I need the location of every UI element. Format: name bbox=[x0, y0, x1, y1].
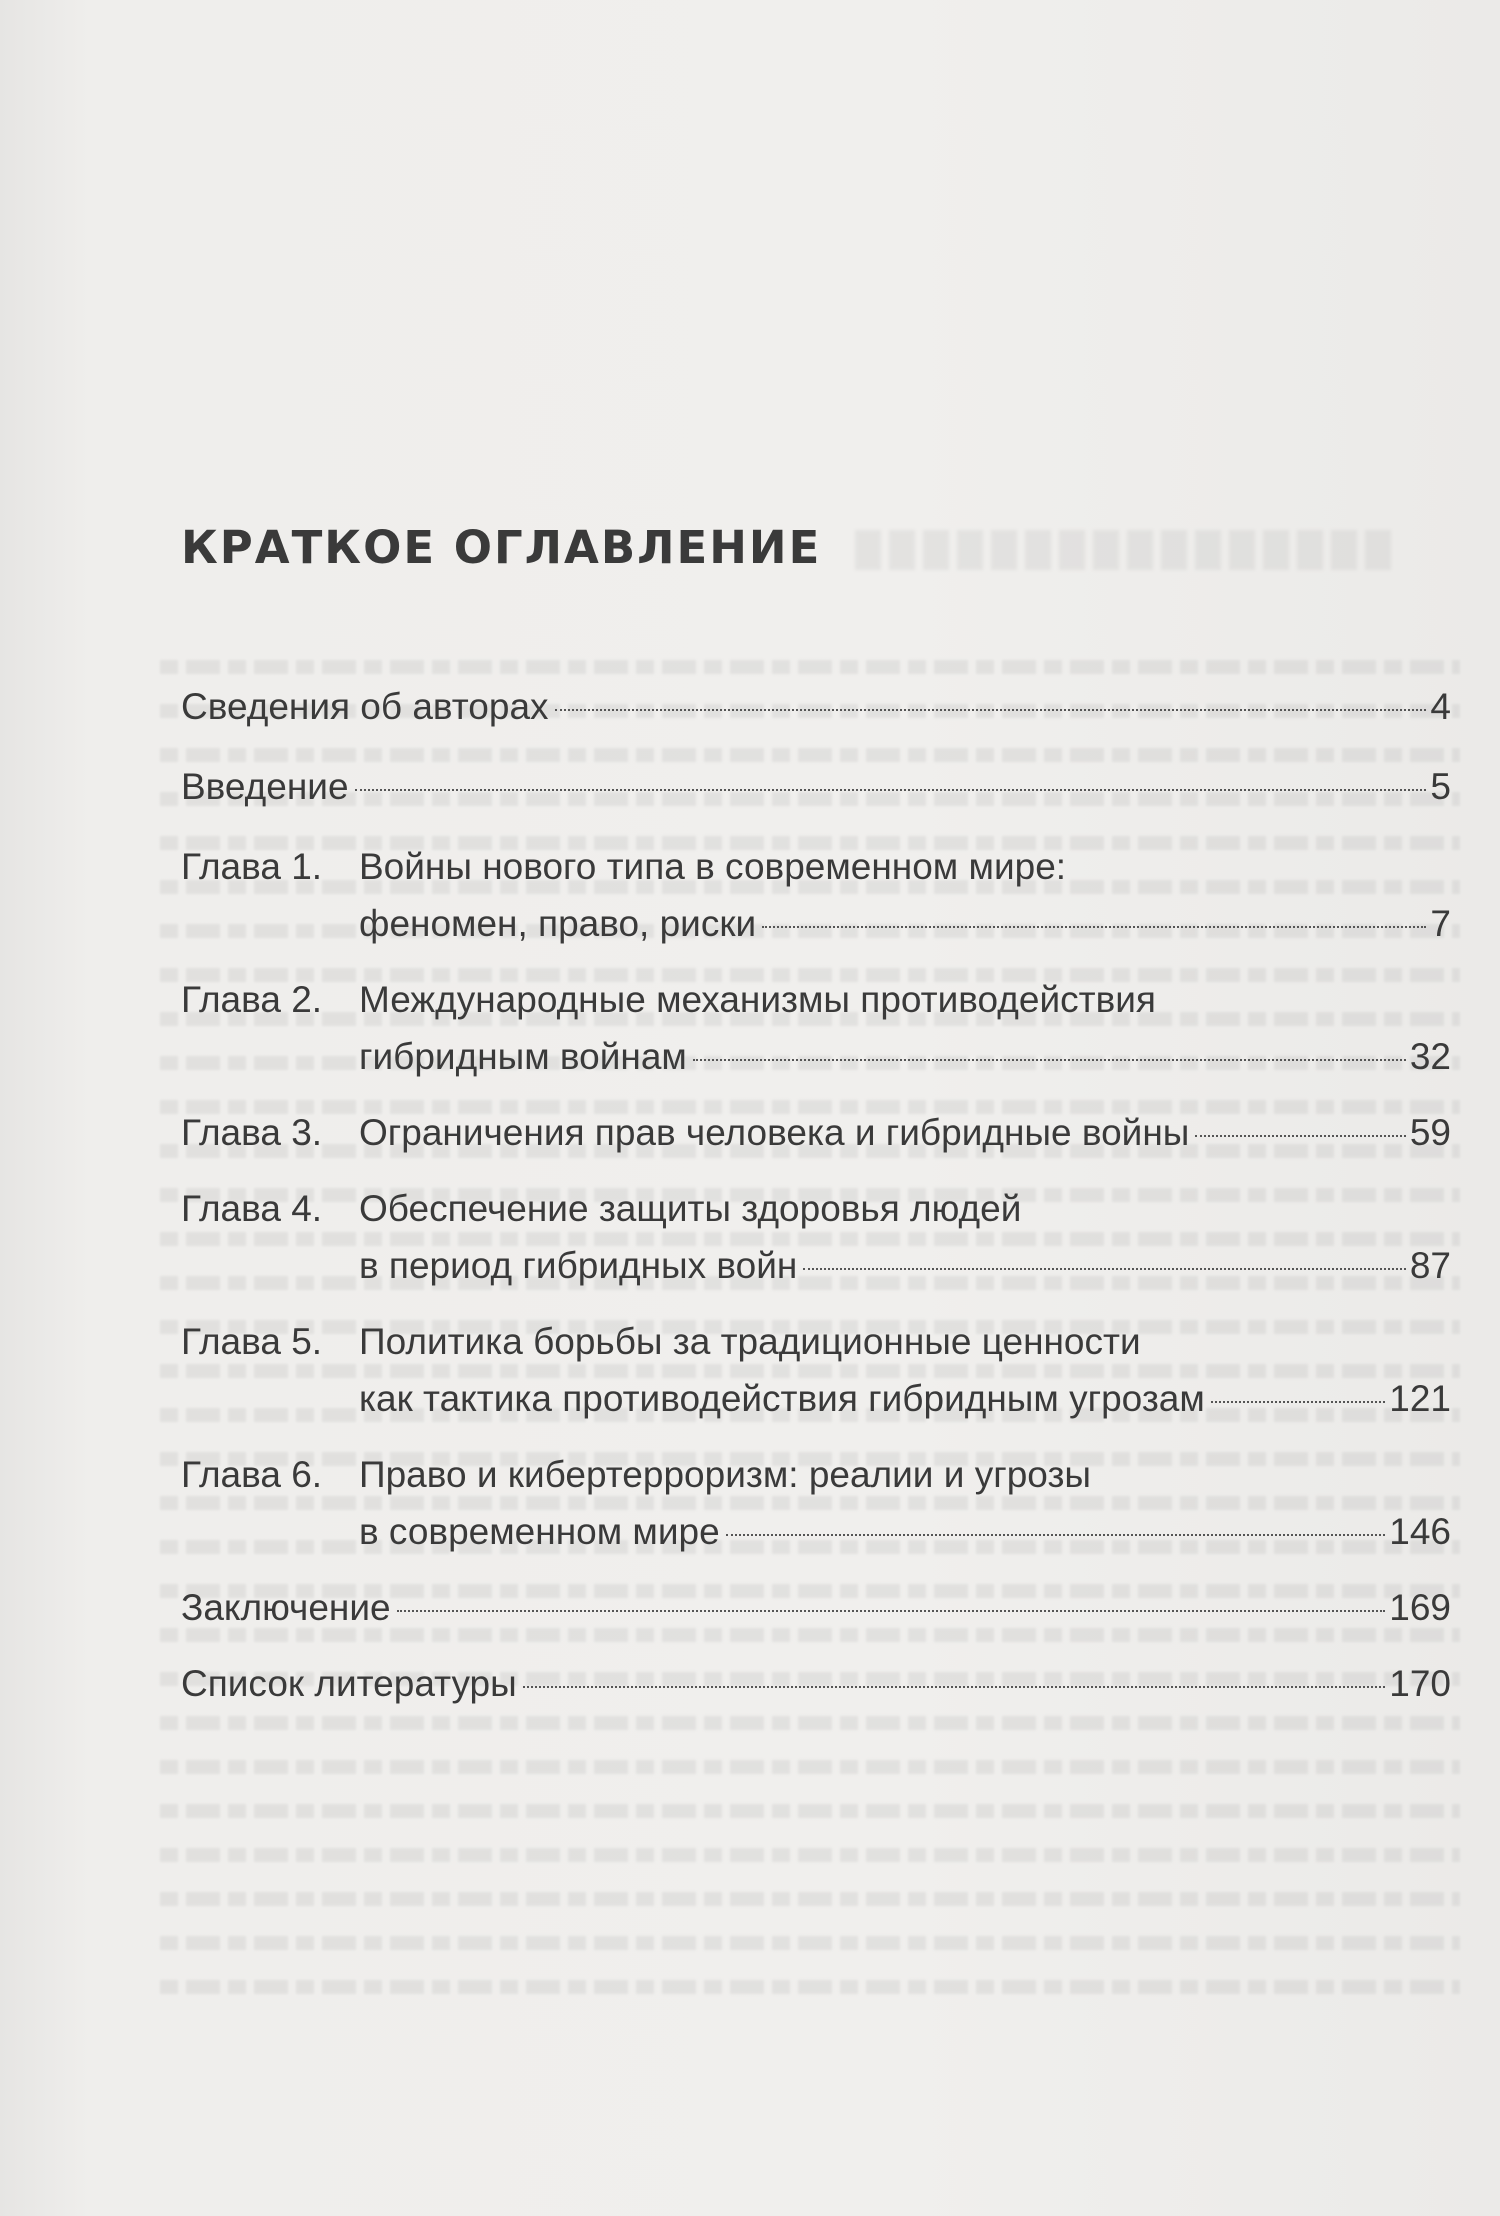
bleed-through-title bbox=[855, 530, 1395, 570]
toc-entry-chapter-6 bbox=[181, 1446, 1451, 1560]
toc-entry-chapter-4 bbox=[181, 1180, 1451, 1294]
toc-entry-title-continued: гибридным войнам bbox=[359, 1036, 687, 1077]
toc-page-number: 7 bbox=[1430, 903, 1451, 944]
dot-leader bbox=[803, 1268, 1405, 1270]
toc-entry-title: Заключение bbox=[181, 1587, 391, 1628]
dot-leader bbox=[1211, 1401, 1385, 1403]
dot-leader bbox=[397, 1610, 1386, 1612]
toc-page-number: 4 bbox=[1430, 686, 1451, 727]
toc-page-number: 169 bbox=[1389, 1587, 1451, 1628]
toc-entry-title-continued: в современном мире bbox=[359, 1511, 720, 1552]
toc-page-number: 87 bbox=[1409, 1245, 1451, 1286]
toc-page-number: 146 bbox=[1389, 1511, 1451, 1552]
toc-page-number: 170 bbox=[1389, 1663, 1451, 1704]
chapter-label: Глава 5. bbox=[181, 1321, 323, 1362]
chapter-label: Глава 6. bbox=[181, 1454, 323, 1495]
toc-entry-title: Сведения об авторах bbox=[181, 686, 549, 727]
toc-entry-conclusion bbox=[181, 1579, 1451, 1636]
toc-entry-title: Список литературы bbox=[181, 1663, 517, 1704]
toc-page-number: 121 bbox=[1389, 1378, 1451, 1419]
toc-entry-authors bbox=[181, 678, 1451, 735]
toc-page-number: 5 bbox=[1430, 766, 1451, 807]
chapter-label: Глава 2. bbox=[181, 979, 323, 1020]
toc-entry-title-continued: феномен, право, риски bbox=[359, 903, 757, 944]
toc-entry-introduction bbox=[181, 758, 1451, 815]
toc-entry-title: Международные механизмы противодействия bbox=[359, 979, 1156, 1020]
toc-entry-title-continued: как тактика противодействия гибридным угрозам bbox=[359, 1378, 1205, 1419]
dot-leader bbox=[762, 926, 1426, 928]
table-of-contents bbox=[181, 678, 1451, 1712]
toc-entry-chapter-3 bbox=[181, 1104, 1451, 1161]
toc-entry-title-continued: в период гибридных войн bbox=[359, 1245, 798, 1286]
toc-entry-chapter-2 bbox=[181, 971, 1451, 1085]
toc-entry-chapter-5 bbox=[181, 1313, 1451, 1427]
toc-entry-title: Право и кибертерроризм: реалии и угрозы bbox=[359, 1454, 1091, 1495]
dot-leader bbox=[726, 1534, 1386, 1536]
chapter-label: Глава 4. bbox=[181, 1188, 323, 1229]
toc-page-number: 32 bbox=[1409, 1036, 1451, 1077]
dot-leader bbox=[693, 1059, 1406, 1061]
dot-leader bbox=[523, 1686, 1386, 1688]
dot-leader bbox=[355, 789, 1427, 791]
toc-entry-title: Введение bbox=[181, 766, 349, 807]
toc-entry-bibliography bbox=[181, 1655, 1451, 1712]
toc-entry-title: Ограничения прав человека и гибридные войны bbox=[359, 1112, 1190, 1153]
toc-page-number: 59 bbox=[1409, 1112, 1451, 1153]
dot-leader bbox=[555, 709, 1427, 711]
chapter-label: Глава 3. bbox=[181, 1112, 323, 1153]
dot-leader bbox=[1195, 1135, 1405, 1137]
chapter-label: Глава 1. bbox=[181, 846, 323, 887]
page-title: КРАТКОЕ ОГЛАВЛЕНИЕ bbox=[181, 521, 822, 574]
toc-entry-title: Войны нового типа в современном мире: bbox=[359, 846, 1067, 887]
toc-entry-title: Политика борьбы за традиционные ценности bbox=[359, 1321, 1141, 1362]
toc-entry-chapter-1 bbox=[181, 838, 1451, 952]
toc-entry-title: Обеспечение защиты здоровья людей bbox=[359, 1188, 1022, 1229]
